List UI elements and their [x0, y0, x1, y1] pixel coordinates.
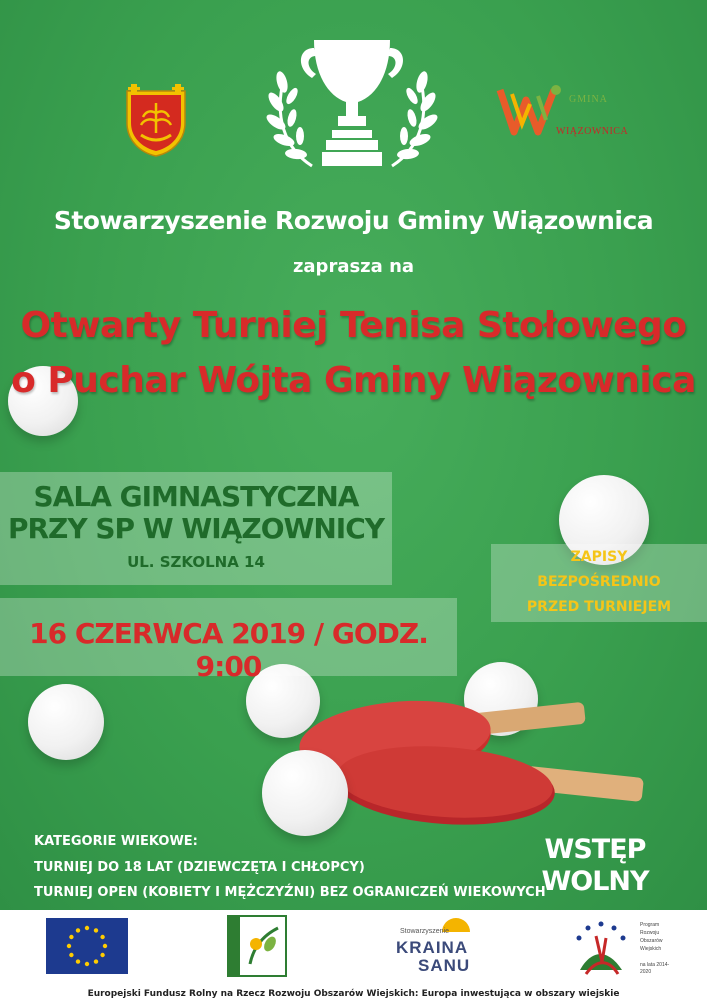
gmina-w-mark-icon: [496, 84, 564, 138]
footer-funding-text: Europejski Fundusz Rolny na Rzecz Rozwoju Obszarów Wiejskich: Europa inwestująca w obszary wiejskie: [87, 989, 620, 999]
prow-logo: [566, 916, 676, 982]
eu-flag-icon: [46, 918, 128, 974]
gmina-wiazownica-logo: [494, 70, 654, 150]
paddles-illustration: [295, 690, 655, 830]
prow-line: na lata 2014-2020: [640, 962, 670, 975]
prow-line: Wiejskich: [640, 946, 662, 952]
gmina-logo-line1: GMINA: [569, 94, 608, 105]
prow-line: Program: [640, 922, 660, 928]
venue-line2: PRZY SP W WIĄZOWNICY: [7, 512, 385, 545]
kraina-small-text: Stowarzyszenie: [400, 928, 450, 935]
free-entry-line2: WOLNY: [541, 866, 649, 897]
paddle-front: [333, 740, 644, 830]
prow-line: Obszarów: [640, 938, 663, 944]
prow-line: Rozwoju: [640, 930, 660, 936]
ping-pong-ball: [262, 750, 348, 836]
category-item: TURNIEJ OPEN (KOBIETY I MĘŻCZYŹNI) BEZ OGRANICZEŃ WIEKOWYCH: [34, 885, 546, 900]
event-date: 16 CZERWCA 2019 / GODZ. 9:00: [29, 617, 428, 683]
free-entry-line1: WSTĘP: [544, 834, 646, 865]
event-title-line2: o Puchar Wójta Gminy Wiązownica: [11, 360, 696, 401]
kraina-line2: SANU: [418, 956, 471, 975]
invite-text: zaprasza na: [292, 256, 415, 277]
kraina-line1: KRAINA: [396, 938, 469, 957]
signup-line1: ZAPISY: [570, 549, 628, 565]
category-item: TURNIEJ DO 18 LAT (DZIEWCZĘTA I CHŁOPCY): [34, 860, 365, 875]
prow-emblem-icon: [566, 916, 636, 982]
gmina-logo-line2: WIĄZOWNICA: [556, 126, 629, 137]
categories-heading: KATEGORIE WIEKOWE:: [34, 834, 198, 849]
trophy-laurel-icon: [262, 38, 442, 170]
venue-line1: SALA GIMNASTYCZNA: [33, 480, 359, 513]
venue-address: UL. SZKOLNA 14: [127, 553, 265, 571]
signup-line3: PRZED TURNIEJEM: [526, 599, 672, 615]
organizer-name: Stowarzyszenie Rozwoju Gminy Wiązownica: [53, 206, 654, 235]
kraina-sanu-logo: [396, 918, 486, 978]
coat-of-arms-icon: [125, 83, 187, 157]
event-title-line1: Otwarty Turniej Tenisa Stołowego: [20, 305, 687, 346]
leader-logo: [226, 914, 288, 978]
signup-line2: BEZPOŚREDNIO: [537, 574, 661, 590]
ping-pong-ball: [28, 684, 104, 760]
footer-logos: [0, 910, 707, 988]
